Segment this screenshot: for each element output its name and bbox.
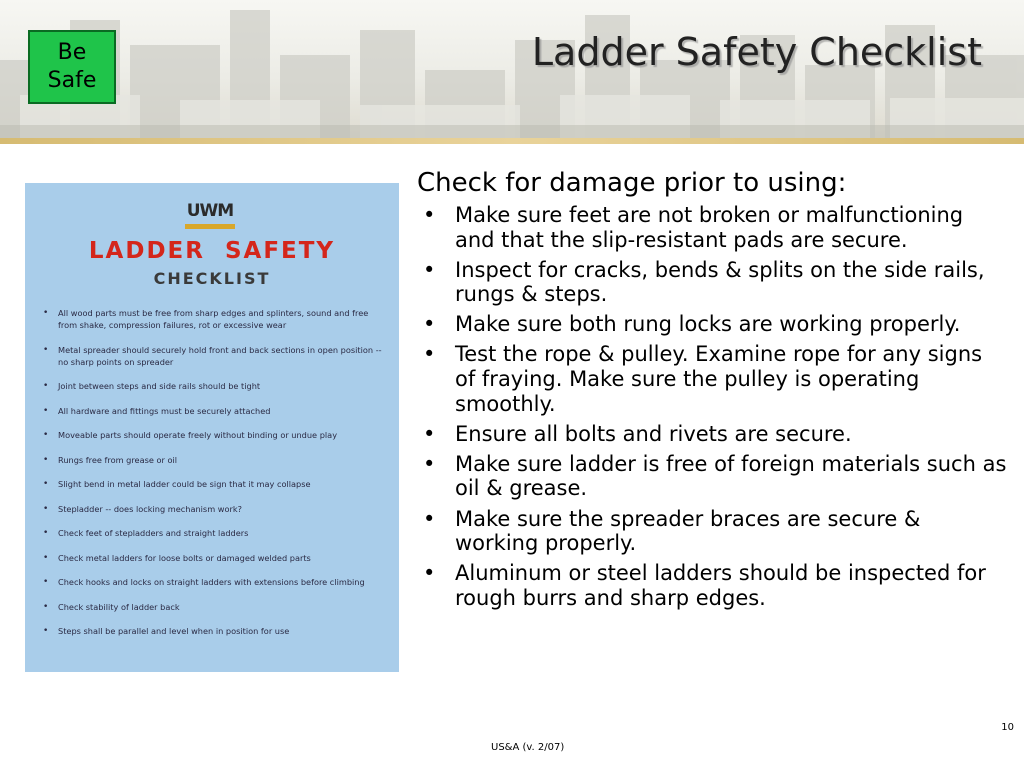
poster-checklist-item: • Check stability of ladder back bbox=[43, 601, 388, 613]
poster-subtitle: CHECKLIST bbox=[153, 269, 271, 288]
poster-checklist bbox=[43, 307, 388, 650]
bullet-item: • Ensure all bolts and rivets are secure. bbox=[417, 422, 1007, 447]
poster-checklist-item: • Check metal ladders for loose bolts or damaged welded parts bbox=[43, 552, 388, 564]
poster-checklist-item: • Check hooks and locks on straight ladders with extensions before climbing bbox=[43, 576, 388, 588]
bullet-item: • Make sure both rung locks are working properly. bbox=[417, 312, 1007, 337]
bullet-list bbox=[417, 203, 1007, 610]
ladder-safety-poster-image bbox=[25, 183, 399, 672]
bullet-item: • Make sure the spreader braces are secure & working properly. bbox=[417, 507, 1007, 556]
poster-checklist-item: • All wood parts must be free from sharp edges and splinters, sound and free from shake, compression failures, rot or excessive wear bbox=[43, 307, 388, 331]
slide-title: Ladder Safety Checklist bbox=[531, 30, 982, 74]
bullet-item: • Inspect for cracks, bends & splits on the side rails, rungs & steps. bbox=[417, 258, 1007, 307]
poster-checklist-item: • Steps shall be parallel and level when in position for use bbox=[43, 625, 388, 637]
poster-checklist-item: • Metal spreader should securely hold front and back sections in open position -- no sharp points on spreader bbox=[43, 344, 388, 368]
lead-paragraph: Check for damage prior to using: bbox=[417, 168, 847, 198]
uwm-logo-bar bbox=[185, 224, 235, 229]
poster-checklist-item: • Slight bend in metal ladder could be sign that it may collapse bbox=[43, 478, 388, 490]
poster-checklist-item: • Rungs free from grease or oil bbox=[43, 454, 388, 466]
page-number: 10 bbox=[1001, 722, 1014, 733]
bullet-item: • Aluminum or steel ladders should be inspected for rough burrs and sharp edges. bbox=[417, 561, 1007, 610]
badge-line-2: Safe bbox=[47, 68, 97, 93]
version-footer: US&A (v. 2/07) bbox=[491, 742, 565, 753]
bullet-item: • Make sure ladder is free of foreign materials such as oil & grease. bbox=[417, 452, 1007, 501]
poster-checklist-item: • Moveable parts should operate freely without binding or undue play bbox=[43, 429, 388, 441]
poster-checklist-item: • Stepladder -- does locking mechanism work? bbox=[43, 503, 388, 515]
badge-line-1: Be bbox=[57, 40, 87, 65]
poster-checklist-item: • Joint between steps and side rails should be tight bbox=[43, 380, 388, 392]
header-divider bbox=[0, 138, 1024, 144]
slide-body bbox=[417, 168, 1007, 616]
poster-checklist-item: • All hardware and fittings must be securely attached bbox=[43, 405, 388, 417]
be-safe-badge bbox=[28, 30, 116, 104]
uwm-logo-text: UWM bbox=[186, 201, 234, 221]
uwm-logo bbox=[181, 201, 239, 231]
bullet-item: • Test the rope & pulley. Examine rope for any signs of fraying. Make sure the pulley is operating smoothly. bbox=[417, 342, 1007, 416]
poster-title: LADDER SAFETY bbox=[88, 238, 336, 264]
bullet-item: • Make sure feet are not broken or malfunctioning and that the slip-resistant pads are secure. bbox=[417, 203, 1007, 252]
poster-checklist-item: • Check feet of stepladders and straight ladders bbox=[43, 527, 388, 539]
